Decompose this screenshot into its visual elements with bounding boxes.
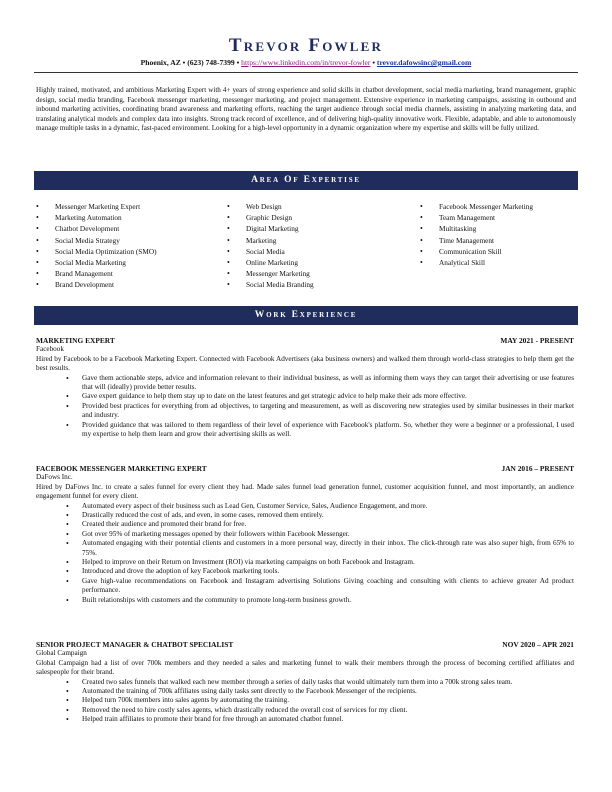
phone: (623) 748-7399: [187, 58, 235, 67]
skill-item: • Messenger Marketing: [227, 268, 407, 279]
job-bullet: • Automated the training of 700k affiliates using daily tasks sent directly to the Facebook Messenger of the recipients.: [82, 687, 574, 696]
job-entry: [36, 336, 574, 439]
job-header: [36, 336, 574, 345]
job-bullet: • Gave expert guidance to help them stay up to date on the latest features and get strategic advice to help make their ads more effective.: [82, 392, 574, 401]
skill-item: • Brand Development: [36, 279, 216, 290]
skills-column-2: [227, 201, 407, 291]
skills-column-1: [36, 201, 216, 291]
company-name: Global Campaign: [36, 649, 87, 658]
skills-column-3: [420, 201, 538, 268]
company-name: DaFows Inc.: [36, 473, 73, 482]
skill-item: • Time Management: [420, 235, 538, 246]
skill-item: • Communication Skill: [420, 246, 538, 257]
job-bullet: • Drastically reduced the cost of ads, and even, in some cases, removed them entirely.: [82, 511, 574, 520]
job-bullet: • Provided guidance that was tailored to them regardless of their level of experience with Facebook's platform. So, whether they were a beginner or a professional, I used my expertise to help them learn and grow their advertising skills as well.: [82, 421, 574, 440]
header-divider: [34, 72, 578, 73]
skill-item: • Chatbot Development: [36, 223, 216, 234]
contact-separator: •: [182, 58, 188, 67]
job-bullet: • Built relationships with customers and the community to promote long-term business growth.: [82, 596, 574, 605]
location: Phoenix, AZ: [140, 58, 181, 67]
job-bullet: • Created their audience and promoted their brand for free.: [82, 520, 574, 529]
job-header: [36, 464, 574, 473]
skill-item: • Social Media: [227, 246, 407, 257]
job-title: SENIOR PROJECT MANAGER & CHATBOT SPECIALIST: [36, 640, 234, 649]
skill-item: • Facebook Messenger Marketing: [420, 201, 538, 212]
skill-item: • Digital Marketing: [227, 223, 407, 234]
job-bullet: • Helped train affiliates to promote their brand for free through an automated chatbot funnel.: [82, 715, 574, 724]
summary-paragraph: Highly trained, motivated, and ambitious Marketing Expert with 4+ years of strong experience and solid skills in chatbot development, social media marketing, brand management, graphic design, social media branding, Facebook messenger marketing, messenger marketing, and project management. Extensive experience in marketing campaigns, assisting in outbound and inbound marketing activities, coordinating brand awareness and marketing efforts, reaching the target audience through social media channels, assisting in analyzing marketing data, and translating analytical models and complex data into insights. Strong track record of excellence, and of delivering high-quality innovative work. Flexible, adaptable, and able to autonomously manage multiple tasks in a dynamic, fast-paced environment. Looking for a high-level opportunity in a dynamic organization where my expertise and skills will be fully utilized.: [36, 86, 576, 133]
skill-item: • Team Management: [420, 212, 538, 223]
job-bullets: [36, 678, 574, 725]
job-title: MARKETING EXPERT: [36, 336, 115, 345]
job-bullet: • Automated every aspect of their business such as Lead Gen, Customer Service, Sales, Audience Engagement, and more.: [82, 502, 574, 511]
job-description: Hired by Facebook to be a Facebook Marketing Expert. Connected with Facebook Advertisers (aka business owners) and walked them through world-class strategies to help them get the best results.: [36, 354, 574, 373]
job-dates: JAN 2016 – PRESENT: [501, 464, 574, 473]
job-title: FACEBOOK MESSENGER MARKETING EXPERT: [36, 464, 207, 473]
job-description: Global Campaign had a list of over 700k members and they needed a sales and marketing funnel to walk their members through the process of becoming certified affiliates and salespeople for their brand.: [36, 658, 574, 677]
skill-item: • Brand Management: [36, 268, 216, 279]
job-bullet: • Introduced and drove the adoption of key Facebook marketing tools.: [82, 567, 574, 576]
job-entry: [36, 640, 574, 725]
job-bullet: • Got over 95% of marketing messages opened by their followers within Facebook Messenger.: [82, 530, 574, 539]
job-bullet: • Gave high-value recommendations on Facebook and Instagram advertising Solutions Giving coaching and consulting with clients to achieve greater Ad product performance.: [82, 577, 574, 596]
job-dates: MAY 2021 - PRESENT: [500, 336, 574, 345]
email-link[interactable]: trevor.dafowsinc@gmail.com: [376, 58, 472, 67]
job-dates: NOV 2020 – APR 2021: [502, 640, 574, 649]
job-bullet: • Gave them actionable steps, advice and information relevant to their individual business, as well as informing them ways they can target their advertising or use features that will (ideally) provide better results.: [82, 374, 574, 393]
skill-item: • Analytical Skill: [420, 257, 538, 268]
job-entry: [36, 464, 574, 605]
job-bullet: • Helped to improve on their Return on Investment (ROI) via marketing campaigns on both Facebook and Instagram.: [82, 558, 574, 567]
skill-item: • Marketing Automation: [36, 212, 216, 223]
skill-item: • Social Media Strategy: [36, 235, 216, 246]
company-name: Facebook: [36, 345, 64, 354]
job-bullet: • Helped turn 700k members into sales agents by automating the training.: [82, 696, 574, 705]
job-bullets: [36, 502, 574, 605]
section-header-experience: Work Experience: [34, 306, 578, 325]
skill-item: • Web Design: [227, 201, 407, 212]
job-bullet: • Created two sales funnels that walked each new member through a series of daily tasks that would ultimately turn them into a 700k strong sales team.: [82, 678, 574, 687]
contact-separator: •: [372, 58, 377, 67]
job-bullet: • Automated engaging with their potential clients and customers in a more personal way, directly in their inbox. The click-through rate was also super high, from 65% to 75%.: [82, 539, 574, 558]
contact-line: [0, 58, 612, 68]
skill-item: • Social Media Branding: [227, 279, 407, 290]
skill-item: • Online Marketing: [227, 257, 407, 268]
skill-item: • Graphic Design: [227, 212, 407, 223]
skill-item: • Social Media Marketing: [36, 257, 216, 268]
linkedin-link[interactable]: https://www.linkedin.com/in/trevor-fowler: [241, 58, 371, 67]
job-bullet: • Removed the need to hire costly sales agents, which drastically reduced the overall cost of services for my client.: [82, 706, 574, 715]
skill-item: • Messenger Marketing Expert: [36, 201, 216, 212]
skill-item: • Social Media Optimization (SMO): [36, 246, 216, 257]
job-bullet: • Provided best practices for everything from ad objectives, to targeting and measurement, as well as discovering new strategies used by similar businesses in their market and industry.: [82, 402, 574, 421]
job-description: Hired by DaFows Inc. to create a sales funnel for every client they had. Made sales funnel lead generation funnel, customer acquisition funnel, and most importantly, an audience engagement funnel for every client.: [36, 482, 574, 501]
candidate-name: Trevor Fowler: [228, 35, 384, 56]
job-bullets: [36, 374, 574, 440]
job-header: [36, 640, 574, 649]
section-header-expertise: Area Of Expertise: [34, 171, 578, 190]
contact-separator: •: [236, 58, 242, 67]
skill-item: • Multitasking: [420, 223, 538, 234]
skill-item: • Marketing: [227, 235, 407, 246]
